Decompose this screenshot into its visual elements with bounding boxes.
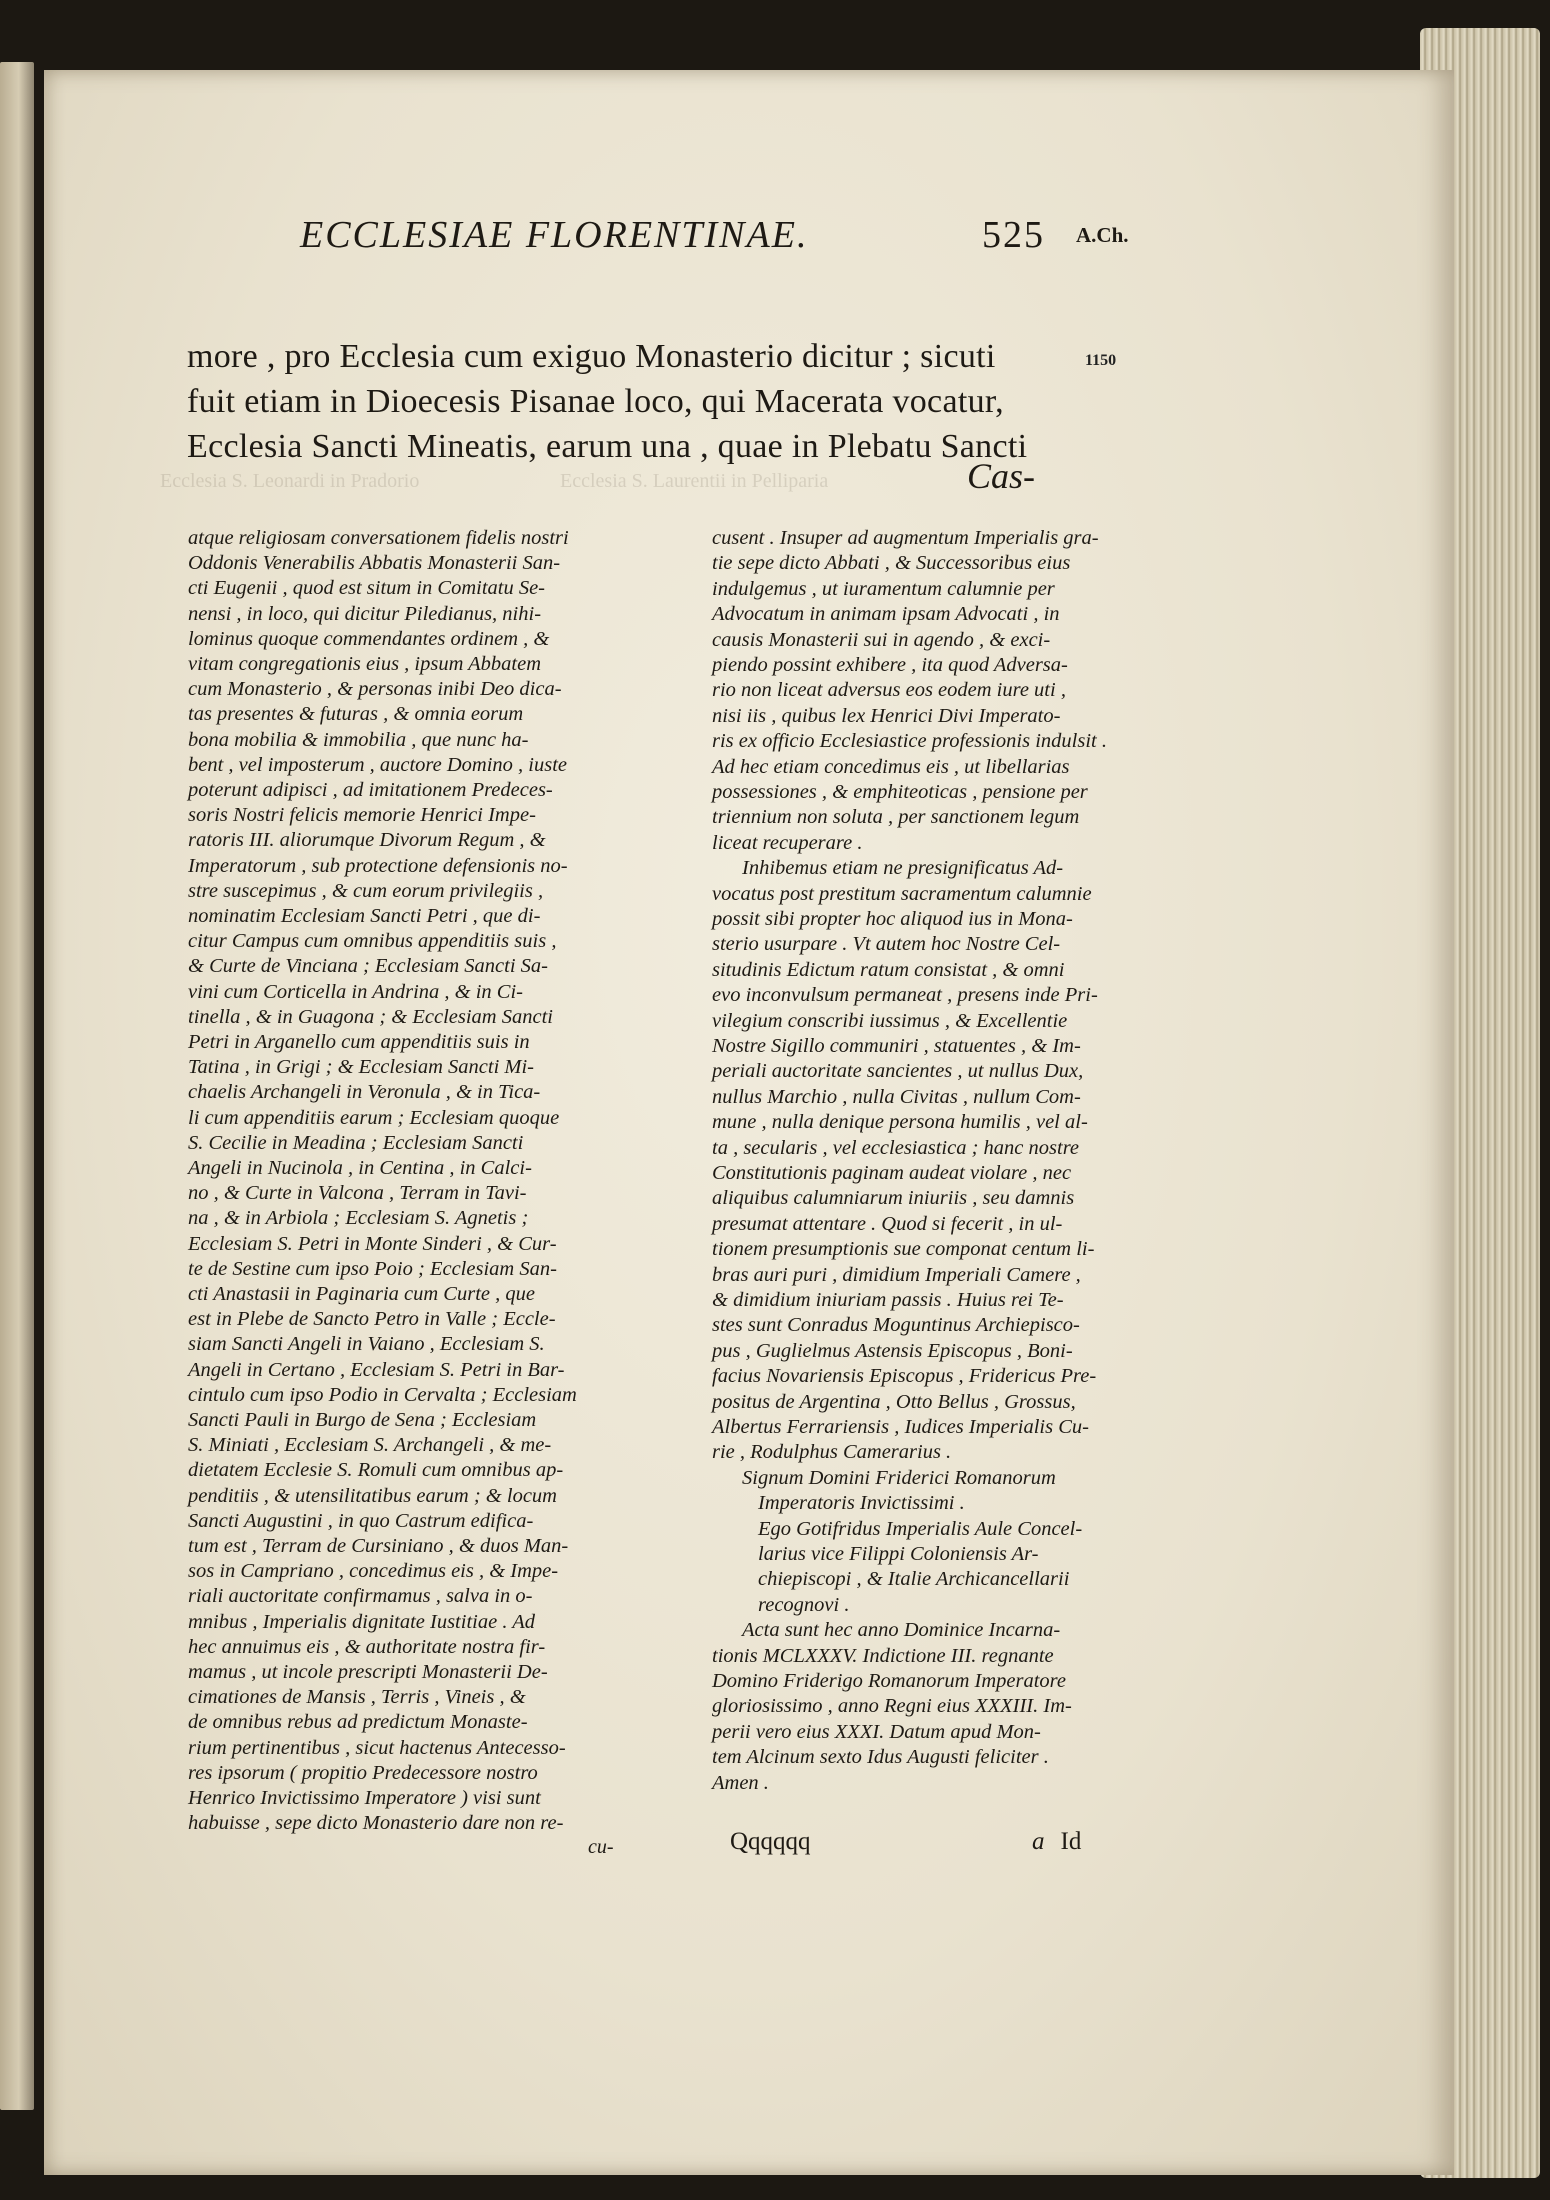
text-line: chiepiscopi , & Italie Archicancellarii bbox=[758, 1568, 1070, 1591]
text-line: citur Campus cum omnibus appenditiis suis , bbox=[188, 930, 557, 953]
text-line: dietatem Ecclesie S. Romuli cum omnibus ap- bbox=[188, 1459, 564, 1482]
text-line: chaelis Archangeli in Veronula , & in Tica- bbox=[188, 1081, 541, 1104]
text-line: Ego Gotifridus Imperialis Aule Concel- bbox=[758, 1517, 1083, 1540]
text-line: Acta sunt hec anno Dominice Incarna- bbox=[742, 1619, 1061, 1642]
text-line: Ecclesiam S. Petri in Monte Sinderi , & Cur- bbox=[188, 1232, 557, 1255]
text-line: nensi , in loco, qui dicitur Piledianus, nihi- bbox=[188, 602, 542, 625]
text-line: bras auri puri , dimidium Imperiali Camere , bbox=[712, 1263, 1081, 1286]
text-line: sterio usurpare . Vt autem hoc Nostre Cel- bbox=[712, 933, 1061, 956]
text-line: hec annuimus eis , & authoritate nostra fir- bbox=[188, 1635, 546, 1658]
text-line: stes sunt Conradus Moguntinus Archiepisco- bbox=[712, 1314, 1080, 1337]
text-line: S. Cecilie in Meadina ; Ecclesiam Sancti bbox=[188, 1131, 524, 1154]
text-line: Imperatorum , sub protectione defensionis no- bbox=[188, 854, 568, 877]
text-line: cimationes de Mansis , Terris , Vineis , & bbox=[188, 1686, 526, 1709]
text-line: presumat attentare . Quod si fecerit , in ul- bbox=[712, 1212, 1063, 1235]
text-line: nullus Marchio , nulla Civitas , nullum Com- bbox=[712, 1085, 1081, 1108]
show-through-text: Ecclesia S. Leonardi in Pradorio bbox=[160, 470, 420, 492]
margin-note: A.Ch. bbox=[1076, 223, 1129, 247]
catchword: Id bbox=[1060, 1828, 1082, 1855]
text-line: recognovi . bbox=[758, 1593, 850, 1616]
catch-letter: a bbox=[1032, 1828, 1045, 1855]
left-catchword: cu- bbox=[588, 1836, 614, 1858]
text-line: causis Monasterii sui in agendo , & exci- bbox=[712, 628, 1051, 651]
text-line: Albertus Ferrariensis , Iudices Imperialis Cu- bbox=[712, 1416, 1089, 1438]
text-line: facius Novariensis Episcopus , Fridericus Pre- bbox=[712, 1365, 1097, 1388]
text-line: periali auctoritate sancientes , ut nullus Dux, bbox=[712, 1060, 1084, 1083]
text-line: tum est , Terram de Cursiniano , & duos Man- bbox=[188, 1535, 569, 1557]
text-line: cti Eugenii , quod est situm in Comitatu Se- bbox=[188, 577, 546, 600]
text-line: nisi iis , quibus lex Henrici Divi Imperato- bbox=[712, 704, 1061, 727]
text-line: & Curte de Vinciana ; Ecclesiam Sancti Sa- bbox=[188, 955, 548, 978]
text-line: evo inconvulsum permaneat , presens inde Pri- bbox=[712, 984, 1098, 1007]
running-title: ECCLESIAE FLORENTINAE. bbox=[300, 214, 809, 256]
text-line: mamus , ut incole prescripti Monasterii De- bbox=[188, 1661, 548, 1683]
text-line: Angeli in Certano , Ecclesiam S. Petri in Bar- bbox=[188, 1358, 565, 1381]
text-line: cintulo cum ipso Podio in Cervalta ; Ecclesiam bbox=[188, 1383, 577, 1406]
text-line: situdinis Edictum ratum consistat , & omni bbox=[712, 958, 1065, 981]
text-line: no , & Curte in Valcona , Terram in Tavi- bbox=[188, 1182, 527, 1205]
text-line: sos in Campriano , concedimus eis , & Impe- bbox=[188, 1560, 559, 1583]
show-through-text: Ecclesia S. Laurentii in Pelliparia bbox=[560, 470, 829, 492]
margin-year: 1150 bbox=[1085, 352, 1117, 369]
text-line: poterunt adipisci , ad imitationem Predeces- bbox=[188, 779, 553, 801]
text-line: larius vice Filippi Coloniensis Ar- bbox=[758, 1543, 1039, 1565]
text-line: gloriosissimo , anno Regni eius XXXIII. Im- bbox=[712, 1695, 1072, 1718]
text-line: indulgemus , ut iuramentum calumnie per bbox=[712, 577, 1055, 600]
footer-catch bbox=[1032, 1828, 1081, 1856]
text-line: liceat recuperare . bbox=[712, 831, 863, 854]
text-line: te de Sestine cum ipso Poio ; Ecclesiam San- bbox=[188, 1257, 557, 1280]
text-line: tie sepe dicto Abbati , & Successoribus eius bbox=[712, 552, 1071, 575]
text-line: penditiis , & utensilitatibus earum ; & locum bbox=[188, 1484, 557, 1507]
text-line: tas presentes & futuras , & omnia eorum bbox=[188, 703, 524, 726]
text-line: mune , nulla denique persona humilis , vel al- bbox=[712, 1111, 1088, 1134]
text-line: vini cum Corticella in Andrina , & in Ci- bbox=[188, 980, 524, 1003]
text-line: Sancti Augustini , in quo Castrum edifica- bbox=[188, 1509, 534, 1532]
text-line: res ipsorum ( propitio Predecessore nostro bbox=[188, 1761, 538, 1784]
text-line: vilegium conscribi iussimus , & Excellentie bbox=[712, 1009, 1068, 1032]
text-line: Advocatum in animam ipsam Advocati , in bbox=[712, 603, 1060, 626]
text-line: Inhibemus etiam ne presignificatus Ad- bbox=[742, 857, 1064, 880]
text-line: vitam congregationis eius , ipsum Abbatem bbox=[188, 653, 542, 675]
text-line: Petri in Arganello cum appenditiis suis in bbox=[188, 1031, 530, 1053]
text-line: cum Monasterio , & personas inibi Deo dica- bbox=[188, 678, 562, 701]
text-line: tionem presumptionis sue componat centum li- bbox=[712, 1238, 1095, 1261]
top-text-line: more , pro Ecclesia cum exiguo Monasterio dicitur ; sicuti bbox=[187, 338, 996, 375]
text-line: li cum appenditiis earum ; Ecclesiam quoque bbox=[188, 1106, 560, 1129]
text-line: de omnibus rebus ad predictum Monaste- bbox=[188, 1711, 528, 1734]
text-line: vocatus post prestitum sacramentum calumnie bbox=[712, 882, 1092, 905]
text-line: riali auctoritate confirmamus , salva in o- bbox=[188, 1585, 533, 1608]
text-line: bona mobilia & immobilia , que nunc ha- bbox=[188, 728, 529, 751]
text-line: Signum Domini Friderici Romanorum bbox=[742, 1466, 1056, 1489]
text-line: cusent . Insuper ad augmentum Imperialis gra- bbox=[712, 527, 1099, 549]
text-line: atque religiosam conversationem fidelis nostri bbox=[188, 527, 569, 549]
text-line: siam Sancti Angeli in Vaiano , Ecclesiam S. bbox=[188, 1333, 545, 1356]
text-line: rio non liceat adversus eos eodem iure uti , bbox=[712, 679, 1066, 702]
text-line: mnibus , Imperialis dignitate Iustitiae . Ad bbox=[188, 1610, 535, 1633]
text-line: lominus quoque commendantes ordinem , & bbox=[188, 627, 550, 650]
text-line: perii vero eius XXXI. Datum apud Mon- bbox=[712, 1720, 1041, 1743]
text-line: Domino Friderigo Romanorum Imperatore bbox=[712, 1670, 1066, 1692]
text-line: tionis MCLXXXV. Indictione III. regnante bbox=[712, 1644, 1054, 1667]
text-line: ratoris III. aliorumque Divorum Regum , & bbox=[188, 829, 546, 852]
top-text-line: fuit etiam in Dioecesis Pisanae loco, qui Macerata vocatur, bbox=[187, 383, 1004, 420]
text-line: & dimidium iniuriam passis . Huius rei Te- bbox=[712, 1289, 1064, 1311]
text-line: Henrico Invictissimo Imperatore ) visi sunt bbox=[188, 1787, 541, 1809]
text-line: stre suscepimus , & cum eorum privilegiis , bbox=[188, 879, 544, 902]
text-line: soris Nostri felicis memorie Henrici Impe- bbox=[188, 804, 536, 827]
text-line: possit sibi propter hoc aliquod ius in Mona- bbox=[712, 908, 1073, 930]
text-line: Nostre Sigillo communiri , statuentes , & Im- bbox=[712, 1035, 1081, 1057]
text-line: piendo possint exhibere , ita quod Adversa- bbox=[712, 654, 1068, 676]
text-line: est in Plebe de Sancto Petro in Valle ; Eccle- bbox=[188, 1308, 556, 1331]
text-line: ta , secularis , vel ecclesiastica ; hanc nostre bbox=[712, 1136, 1080, 1159]
text-line: ris ex officio Ecclesiastice professionis indulsit . bbox=[712, 730, 1107, 753]
text-line: rie , Rodulphus Camerarius . bbox=[712, 1441, 952, 1464]
text-line: triennium non soluta , per sanctionem legum bbox=[712, 806, 1080, 829]
top-text-line: Ecclesia Sancti Mineatis, earum una , quae in Plebatu Sancti bbox=[187, 428, 1028, 465]
text-line: habuisse , sepe dicto Monasterio dare non re- bbox=[188, 1812, 564, 1835]
text-line: Angeli in Nucinola , in Centina , in Calci- bbox=[188, 1157, 532, 1179]
text-line: Imperatoris Invictissimi . bbox=[758, 1492, 965, 1515]
text-line: na , & in Arbiola ; Ecclesiam S. Agnetis ; bbox=[188, 1207, 529, 1230]
text-line: tem Alcinum sexto Idus Augusti feliciter . bbox=[712, 1746, 1049, 1769]
text-line: bent , vel imposterum , auctore Domino , iuste bbox=[188, 753, 567, 776]
text-line: Amen . bbox=[712, 1771, 769, 1794]
text-line: positus de Argentina , Otto Bellus , Grossus, bbox=[712, 1390, 1076, 1413]
text-line: pus , Guglielmus Astensis Episcopus , Boni- bbox=[712, 1339, 1073, 1362]
text-line: Ad hec etiam concedimus eis , ut libellarias bbox=[712, 755, 1070, 778]
text-line: rium pertinentibus , sicut hactenus Antecesso- bbox=[188, 1736, 566, 1759]
running-head bbox=[300, 213, 1180, 263]
text-line: tinella , & in Guagona ; & Ecclesiam Sancti bbox=[188, 1005, 553, 1028]
facing-page-edge bbox=[0, 62, 34, 2110]
text-line: nominatim Ecclesiam Sancti Petri , que di- bbox=[188, 905, 541, 927]
page-number: 525 bbox=[982, 214, 1045, 256]
text-line: aliquibus calumniarum iniuriis , seu damnis bbox=[712, 1187, 1075, 1210]
text-line: Sancti Pauli in Burgo de Sena ; Ecclesiam bbox=[188, 1409, 537, 1431]
text-line: possessiones , & emphiteoticas , pensione per bbox=[712, 781, 1088, 803]
top-catchword: Cas- bbox=[967, 456, 1036, 496]
text-line: Oddonis Venerabilis Abbatis Monasterii San- bbox=[188, 552, 561, 575]
text-line: cti Anastasii in Paginaria cum Curte , que bbox=[188, 1283, 535, 1305]
text-line: S. Miniati , Ecclesiam S. Archangeli , & me- bbox=[188, 1434, 552, 1457]
text-line: Constitutionis paginam audeat violare , nec bbox=[712, 1162, 1072, 1184]
text-line: Tatina , in Grigi ; & Ecclesiam Sancti Mi- bbox=[188, 1056, 535, 1079]
signature-mark: Qqqqqq bbox=[730, 1828, 811, 1855]
